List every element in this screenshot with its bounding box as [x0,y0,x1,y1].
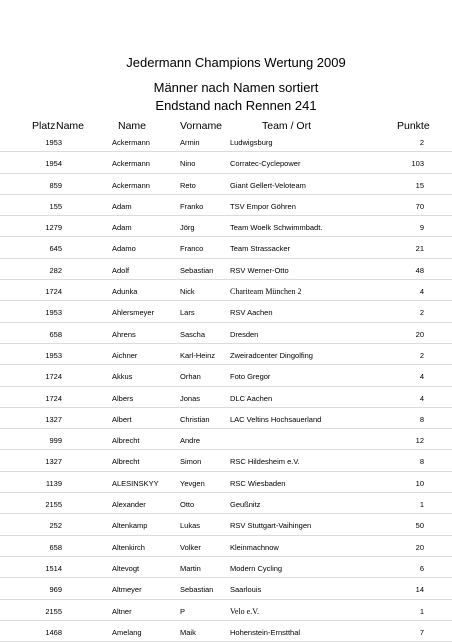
header-name-2: Name [118,120,147,132]
cell-platz: 155 [49,201,62,211]
header-punkte: Punkte [397,120,430,132]
table-row [0,450,452,471]
cell-platz: 1724 [45,287,62,297]
cell-team: Velo e.V. [230,606,259,616]
cell-punkte: 6 [419,563,424,573]
cell-name: Ackermann [112,159,150,169]
cell-vorname: Reto [180,180,196,190]
table-row [0,557,452,578]
cell-punkte: 103 [411,159,424,169]
header-vorname: Vorname [180,120,223,132]
cell-platz: 1468 [45,627,62,637]
cell-punkte: 2 [419,138,424,147]
cell-name: Altevogt [112,563,140,573]
table-row [0,578,452,599]
cell-vorname: Nino [180,159,196,169]
table-row [0,344,452,365]
header-team: Team / Ort [262,120,312,132]
cell-platz: 2155 [45,500,62,510]
table-row [0,152,452,173]
cell-punkte: 20 [415,329,424,339]
cell-vorname: Sebastian [180,265,214,275]
cell-name: Albrecht [112,436,140,446]
cell-platz: 1514 [45,563,62,573]
cell-punkte: 10 [415,478,424,488]
cell-platz: 252 [49,521,62,531]
cell-team: RSC Wiesbaden [230,478,286,488]
table-row [0,259,452,280]
cell-name: Altenkirch [112,542,145,552]
cell-punkte: 48 [415,265,424,275]
cell-team: Team Strassacker [230,244,291,254]
cell-vorname: Franco [180,244,204,254]
cell-team: Giant Gellert-Veloteam [230,180,306,190]
cell-team: RSV Stuttgart-Vaihingen [230,521,312,531]
cell-platz: 999 [49,436,62,446]
cell-punkte: 12 [415,436,424,446]
table-row [0,195,452,216]
cell-platz: 859 [49,180,62,190]
cell-vorname: Yevgen [180,478,205,488]
cell-name: Ackermann [112,180,150,190]
cell-vorname: Maik [180,627,196,637]
cell-vorname: Orhan [180,372,201,382]
cell-vorname: Christian [180,414,210,424]
cell-punkte: 15 [415,180,424,190]
cell-name: Adolf [112,265,130,275]
cell-name: Adunka [112,287,138,297]
cell-platz: 2155 [45,606,62,616]
header-platz: Platz [32,120,56,132]
table-row [0,216,452,237]
cell-team: RSV Aachen [230,308,273,318]
cell-team: Dresden [230,329,259,339]
cell-team: Chariteam München 2 [230,287,302,297]
cell-name: Ackermann [112,138,150,147]
cell-name: Albers [112,393,134,403]
cell-punkte: 9 [419,223,424,233]
cell-team: LAC Veltins Hochsauerland [230,414,322,424]
table-row [0,365,452,386]
cell-team: RSC Hildesheim e.V. [230,457,300,467]
cell-team: Team Woelk Schwimmbadt. [230,223,323,233]
cell-name: Alexander [112,500,146,510]
cell-team: Kleinmachnow [230,542,279,552]
cell-vorname: Karl-Heinz [180,350,216,360]
table-row [0,536,452,557]
table-row [0,408,452,429]
cell-team: RSV Werner-Otto [230,265,289,275]
cell-punkte: 1 [419,500,424,510]
header-name: Name [56,120,85,132]
table-row [0,387,452,408]
cell-punkte: 4 [419,372,424,382]
cell-platz: 1327 [45,457,62,467]
cell-platz: 1953 [45,308,62,318]
cell-vorname: Simon [180,457,202,467]
cell-platz: 658 [49,542,62,552]
table-row [0,621,452,642]
cell-name: Albert [112,414,132,424]
cell-platz: 645 [49,244,62,254]
cell-platz: 1279 [45,223,62,233]
cell-vorname: Armin [180,138,200,147]
cell-team: Foto Gregor [230,372,271,382]
cell-platz: 1953 [45,138,62,147]
cell-punkte: 50 [415,521,424,531]
cell-team: DLC Aachen [230,393,273,403]
cell-team: Saarlouis [230,585,262,595]
cell-platz: 1953 [45,350,62,360]
table-row [0,493,452,514]
table-row [0,323,452,344]
results-table [0,131,452,642]
cell-name: Altenkamp [112,521,148,531]
cell-platz: 1724 [45,372,62,382]
cell-platz: 282 [49,265,62,275]
cell-punkte: 4 [419,393,424,403]
cell-platz: 658 [49,329,62,339]
cell-vorname: Jörg [180,223,195,233]
title-line-1: Jedermann Champions Wertung 2009 [126,55,346,70]
cell-platz: 1327 [45,414,62,424]
cell-team: Zweiradcenter Dingolfing [230,350,313,360]
cell-name: Altmeyer [112,585,142,595]
cell-punkte: 8 [419,414,424,424]
table-row [0,429,452,450]
cell-name: Albrecht [112,457,140,467]
cell-name: Amelang [112,627,142,637]
cell-punkte: 2 [419,308,424,318]
cell-name: Ahrens [112,329,136,339]
cell-vorname: Otto [180,500,195,510]
cell-name: Akkus [112,372,133,382]
cell-punkte: 2 [419,350,424,360]
cell-vorname: P [180,606,186,616]
table-row [0,174,452,195]
cell-name: Adam [112,223,132,233]
cell-team: Modern Cycling [230,563,283,573]
cell-vorname: Franko [180,201,204,211]
table-row [0,131,452,152]
cell-punkte: 8 [419,457,424,467]
cell-vorname: Sascha [180,329,206,339]
cell-platz: 1139 [45,478,62,488]
cell-team: Geußnitz [230,500,261,510]
cell-team: Ludwigsburg [230,138,273,147]
table-row [0,280,452,301]
cell-name: Altner [112,606,132,616]
cell-vorname: Jonas [180,393,201,403]
cell-platz: 1724 [45,393,62,403]
cell-team: Corratec-Cyclepower [230,159,301,169]
table-row [0,237,452,258]
cell-team: Hohenstein-Ernstthal [230,627,301,637]
cell-punkte: 70 [415,201,424,211]
cell-punkte: 21 [415,244,424,254]
cell-vorname: Lukas [180,521,201,531]
cell-punkte: 1 [419,606,424,616]
title-line-2: Männer nach Namen sortiert [153,80,319,95]
cell-vorname: Nick [180,287,195,297]
title-line-3: Endstand nach Rennen 241 [155,98,317,113]
cell-vorname: Sebastian [180,585,214,595]
cell-punkte: 7 [419,627,424,637]
table-row [0,301,452,322]
cell-platz: 1954 [45,159,62,169]
cell-team: TSV Empor Göhren [230,201,296,211]
table-row [0,600,452,621]
cell-vorname: Andre [180,436,201,446]
cell-name: Adam [112,201,132,211]
cell-punkte: 20 [415,542,424,552]
cell-name: Adamo [112,244,136,254]
cell-vorname: Lars [180,308,195,318]
cell-vorname: Volker [180,542,201,552]
table-row [0,472,452,493]
cell-name: ALESINSKYY [112,478,159,488]
cell-name: Ahlersmeyer [112,308,155,318]
cell-punkte: 14 [415,585,424,595]
table-row [0,514,452,535]
cell-punkte: 4 [419,287,424,297]
cell-vorname: Martin [180,563,201,573]
cell-name: Aichner [112,350,138,360]
cell-platz: 969 [49,585,62,595]
